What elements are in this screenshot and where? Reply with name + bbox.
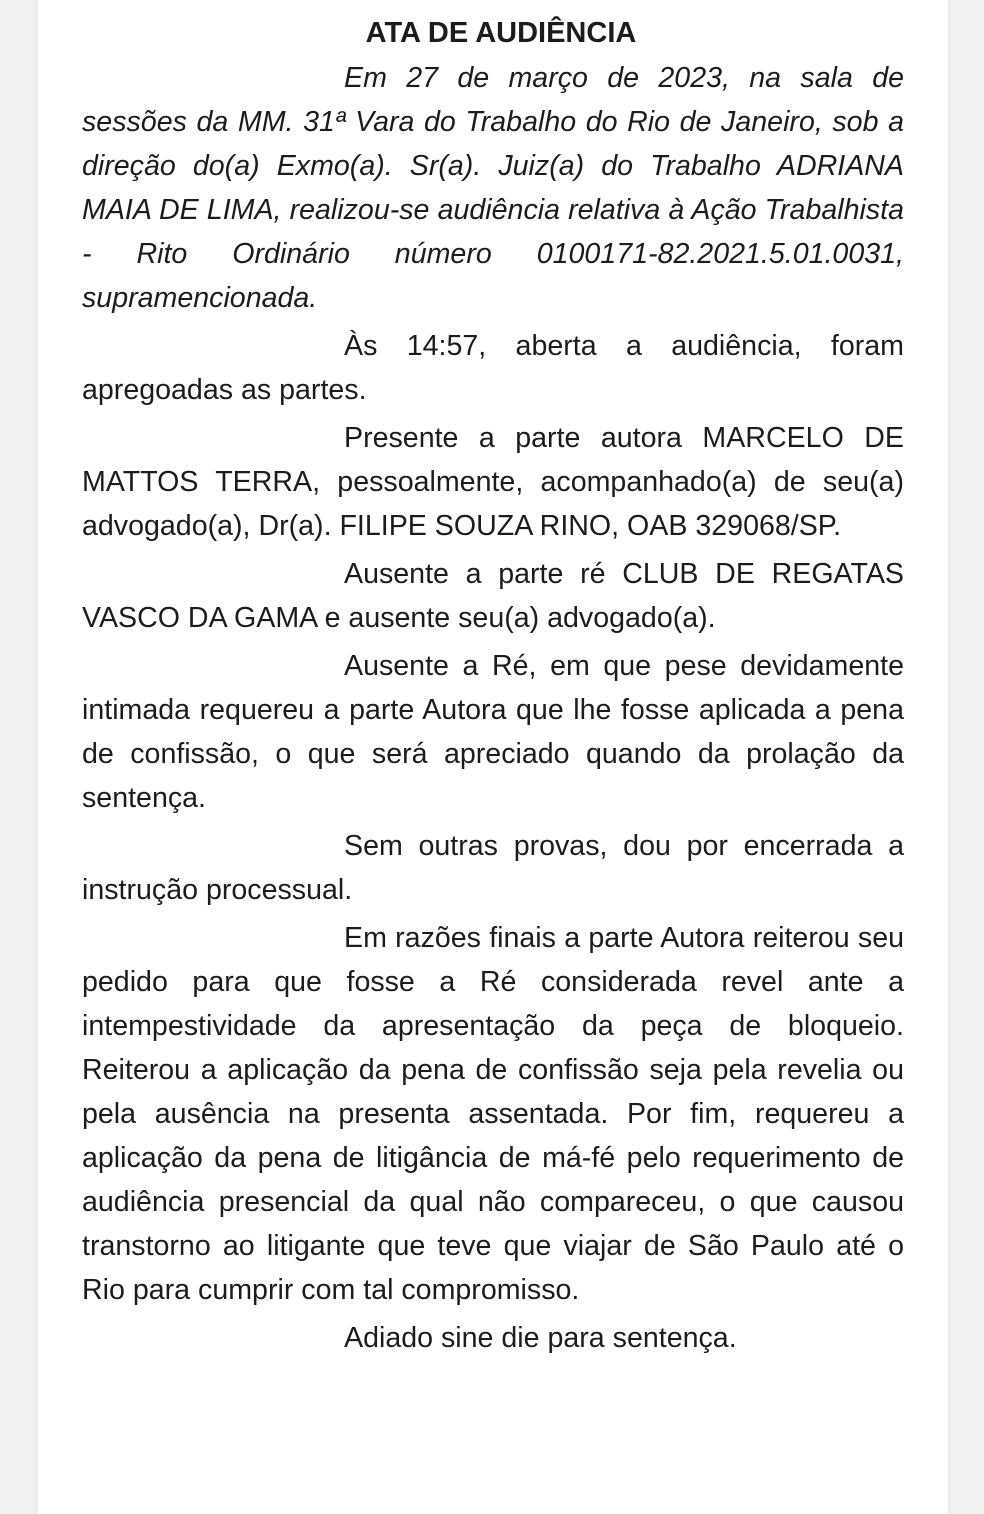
paragraph-opening: Em 27 de março de 2023, na sala de sessões da MM. 31ª Vara do Trabalho do Rio de Janeiro, sob a direção do(a) Exmo(a). Sr(a). Juiz(a) do Trabalho ADRIANA MAIA DE LIMA, realizou-se audiência relativa à Ação Trabalhista - Rito Ordinário número 0100171-82.2021.5.01.0031, supramencionada.	[82, 62, 904, 314]
paragraph-instruction-closed: Sem outras provas, dou por encerrada a instrução processual.	[82, 830, 904, 906]
document-page	[38, 0, 948, 1514]
paragraph-opening-time: Às 14:57, aberta a audiência, foram apregoadas as partes.	[82, 330, 904, 406]
paragraph-confession-request: Ausente a Ré, em que pese devidamente intimada requereu a parte Autora que lhe fosse aplicada a pena de confissão, o que será apreciado quando da prolação da sentença.	[82, 650, 904, 814]
paragraph-defendant-absent: Ausente a parte ré CLUB DE REGATAS VASCO DA GAMA e ausente seu(a) advogado(a).	[82, 558, 904, 634]
paragraph-plaintiff-present: Presente a parte autora MARCELO DE MATTOS TERRA, pessoalmente, acompanhado(a) de seu(a) advogado(a), Dr(a). FILIPE SOUZA RINO, OAB 329068/SP.	[82, 422, 904, 542]
document-title: ATA DE AUDIÊNCIA	[365, 17, 637, 49]
document-body	[82, 10, 904, 1364]
paragraph-final-arguments: Em razões finais a parte Autora reiterou seu pedido para que fosse a Ré considerada revel ante a intempestividade da apresentação da peça de bloqueio. Reiterou a aplicação da pena de confissão seja pela revelia ou pela ausência na presenta assentada. Por fim, requereu a aplicação da pena de litigância de má-fé pelo requerimento de audiência presencial da qual não compareceu, o que causou transtorno ao litigante que teve que viajar de São Paulo até o Rio para cumprir com tal compromisso.	[82, 922, 904, 1306]
paragraph-adjourned: Adiado sine die para sentença.	[344, 1322, 737, 1354]
